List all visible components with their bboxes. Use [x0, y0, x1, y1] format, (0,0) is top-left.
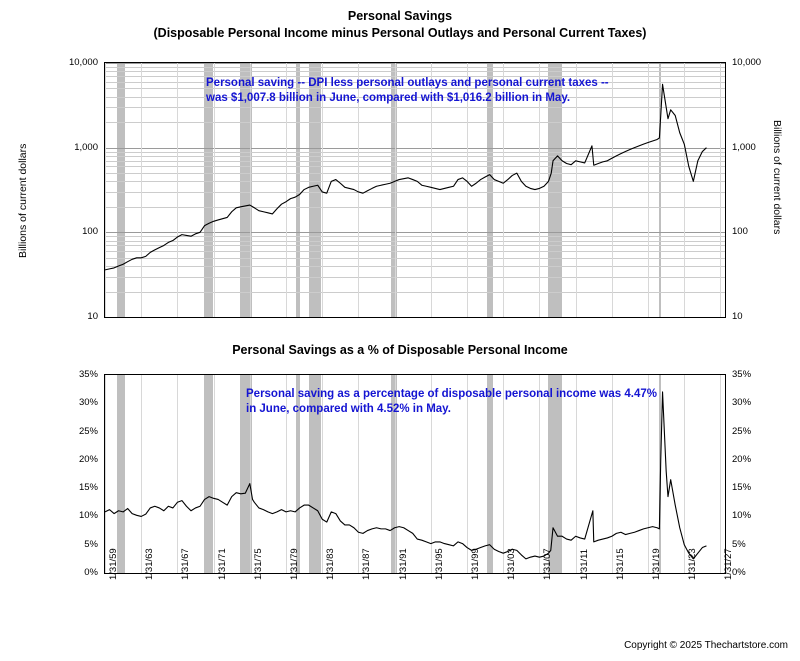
x-tick-label: 1/31/15	[614, 548, 626, 580]
subtitle	[0, 342, 800, 358]
y-tick-label-left: 35%	[78, 369, 98, 380]
x-tick-label: 1/31/79	[289, 548, 301, 580]
x-tick-label: 1/31/27	[723, 548, 735, 580]
y-tick-label-left: 10,000	[68, 57, 98, 68]
x-tick-label: 1/31/95	[433, 548, 445, 580]
y-axis-title-right: Billions of current dollars	[771, 120, 783, 235]
title-line-2: (Disposable Personal Income minus Personal Outlays and Personal Current Taxes)	[153, 26, 647, 40]
y-tick-label-right: 1,000	[732, 141, 756, 153]
y-tick-label-left: 30%	[78, 397, 98, 409]
x-tick-label: 1/31/91	[397, 548, 409, 580]
y-tick-label-left: 20%	[78, 453, 98, 465]
x-tick-label: 1/31/71	[216, 548, 228, 580]
x-tick-label: 1/31/59	[108, 548, 119, 580]
x-tick-label: 1/31/07	[542, 548, 554, 580]
y-tick-label-right: 35%	[732, 369, 752, 380]
page-title	[0, 8, 800, 42]
subtitle-line: Personal Savings as a % of Disposable Personal Income	[232, 343, 568, 357]
y-axis-title-left: Billions of current dollars	[17, 143, 29, 258]
y-tick-label-right: 20%	[732, 453, 752, 465]
y-tick-label-left: 5%	[84, 538, 98, 550]
y-tick-label-left: 10%	[78, 510, 98, 522]
x-tick-label: 1/31/11	[578, 549, 590, 580]
x-tick-label: 1/31/23	[687, 548, 699, 580]
y-tick-label-right: 5%	[732, 538, 746, 550]
y-tick-label-left: 1,000	[74, 141, 98, 153]
x-tick-label: 1/31/19	[651, 548, 663, 580]
annotation-savings: Personal saving -- DPI less personal outlays and personal current taxes -- was $1,007.8 billion in June, compared with $1,016.2 billion in May.	[206, 77, 609, 104]
y-tick-label-right: 25%	[732, 425, 752, 437]
y-tick-label-right: 10	[732, 311, 743, 322]
x-tick-label: 1/31/63	[144, 548, 156, 580]
x-tick-label: 1/31/75	[252, 548, 264, 580]
x-tick-label: 1/31/87	[361, 548, 373, 580]
x-tick-label: 1/31/99	[470, 548, 482, 580]
x-tick-label: 1/31/83	[325, 548, 337, 580]
y-tick-label-left: 15%	[78, 482, 98, 494]
x-tick-label: 1/31/67	[180, 548, 192, 580]
annotation-savings-rate: Personal saving as a percentage of disposable personal income was 4.47% in June, compared with 4.52% in May.	[246, 388, 657, 415]
x-tick-label: 1/31/03	[506, 548, 518, 580]
y-tick-label-right: 10,000	[732, 57, 762, 68]
y-tick-label-right: 10%	[732, 510, 752, 522]
title-line-1: Personal Savings	[347, 9, 453, 23]
copyright-notice: Copyright © 2025 Thechartstore.com	[624, 640, 788, 651]
y-tick-label-left: 10	[87, 311, 98, 322]
y-tick-label-left: 0%	[84, 567, 98, 578]
y-tick-label-left: 100	[82, 226, 98, 238]
y-tick-label-left: 25%	[78, 425, 98, 437]
y-tick-label-right: 100	[732, 226, 748, 238]
y-tick-label-right: 0%	[732, 567, 746, 578]
y-tick-label-right: 30%	[732, 397, 752, 409]
y-tick-label-right: 15%	[732, 482, 752, 494]
